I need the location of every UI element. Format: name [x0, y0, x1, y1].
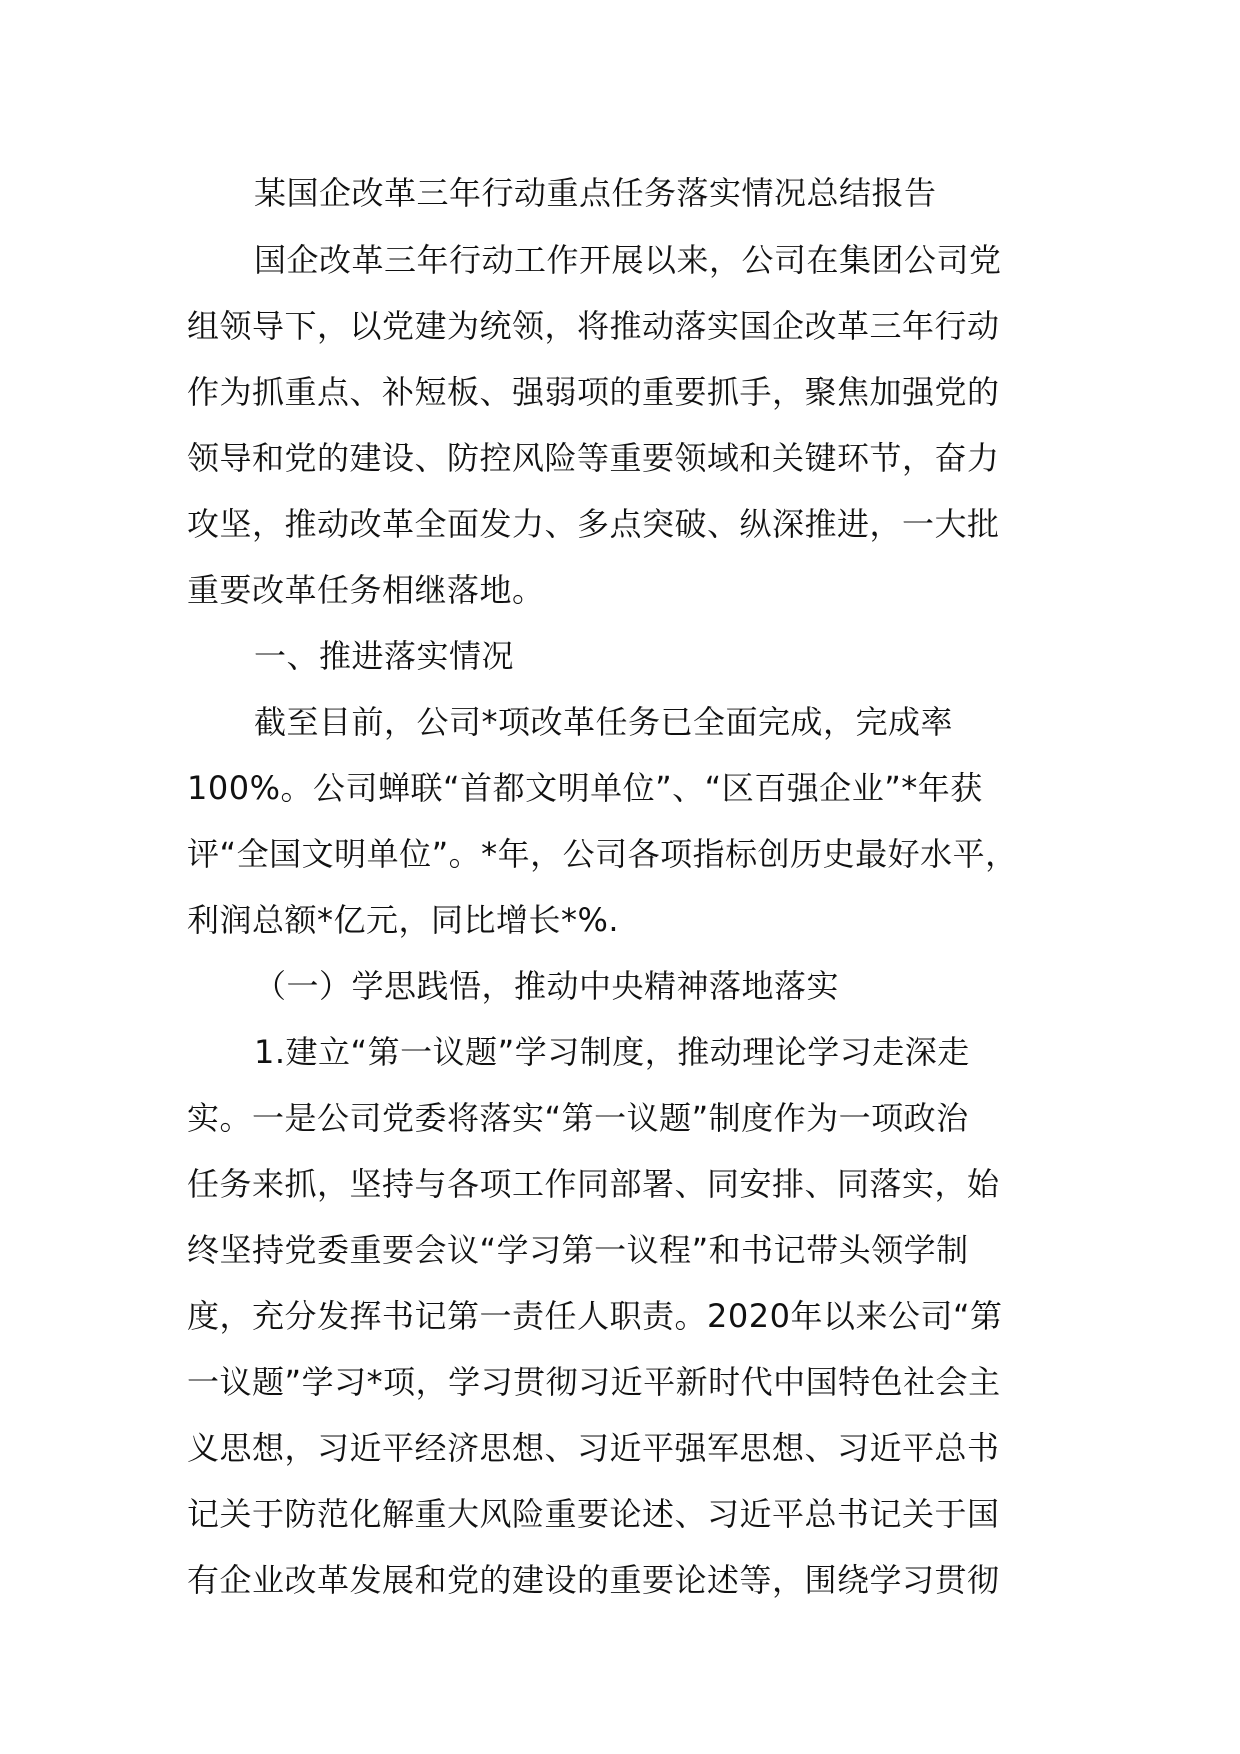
text-line: 作为抓重点、补短板、强弱项的重要抓手，聚焦加强党的	[187, 373, 1000, 411]
text-line: 记关于防范化解重大风险重要论述、习近平总书记关于国	[187, 1495, 1000, 1533]
text-line: 100%。公司蝉联“首都文明单位”、“区百强企业”*年获	[187, 769, 983, 807]
text-line: 重要改革任务相继落地。	[187, 571, 545, 609]
text-line: 1.建立“第一议题”学习制度，推动理论学习走深走	[254, 1033, 970, 1071]
text-line: 义思想，习近平经济思想、习近平强军思想、习近平总书	[187, 1429, 1000, 1467]
text-line: 度，充分发挥书记第一责任人职责。2020年以来公司“第	[187, 1297, 1003, 1335]
text-line: 任务来抓，坚持与各项工作同部署、同安排、同落实，始	[187, 1165, 1000, 1203]
subsection-heading: （一）学思践悟，推动中央精神落地落实	[254, 967, 840, 1005]
text-line: 终坚持党委重要会议“学习第一议程”和书记带头领学制	[187, 1231, 969, 1269]
text-line: 一议题”学习*项，学习贯彻习近平新时代中国特色社会主	[187, 1363, 1001, 1401]
text-line: 截至目前，公司*项改革任务已全面完成，完成率	[254, 703, 954, 741]
text-line: 组领导下，以党建为统领，将推动落实国企改革三年行动	[187, 307, 1000, 345]
text-line: 实。一是公司党委将落实“第一议题”制度作为一项政治	[187, 1099, 969, 1137]
text-line: 评“全国文明单位”。*年，公司各项指标创历史最好水平，	[187, 835, 1018, 873]
text-line: 利润总额*亿元，同比增长*%.	[187, 901, 620, 939]
section-heading: 一、推进落实情况	[254, 637, 515, 675]
text-line: 攻坚，推动改革全面发力、多点突破、纵深推进，一大批	[187, 505, 1000, 543]
document-title: 某国企改革三年行动重点任务落实情况总结报告	[254, 174, 937, 212]
text-line: 领导和党的建设、防控风险等重要领域和关键环节，奋力	[187, 439, 1000, 477]
text-line: 国企改革三年行动工作开展以来，公司在集团公司党	[254, 241, 1002, 279]
text-line: 有企业改革发展和党的建设的重要论述等，围绕学习贯彻	[187, 1561, 1000, 1599]
